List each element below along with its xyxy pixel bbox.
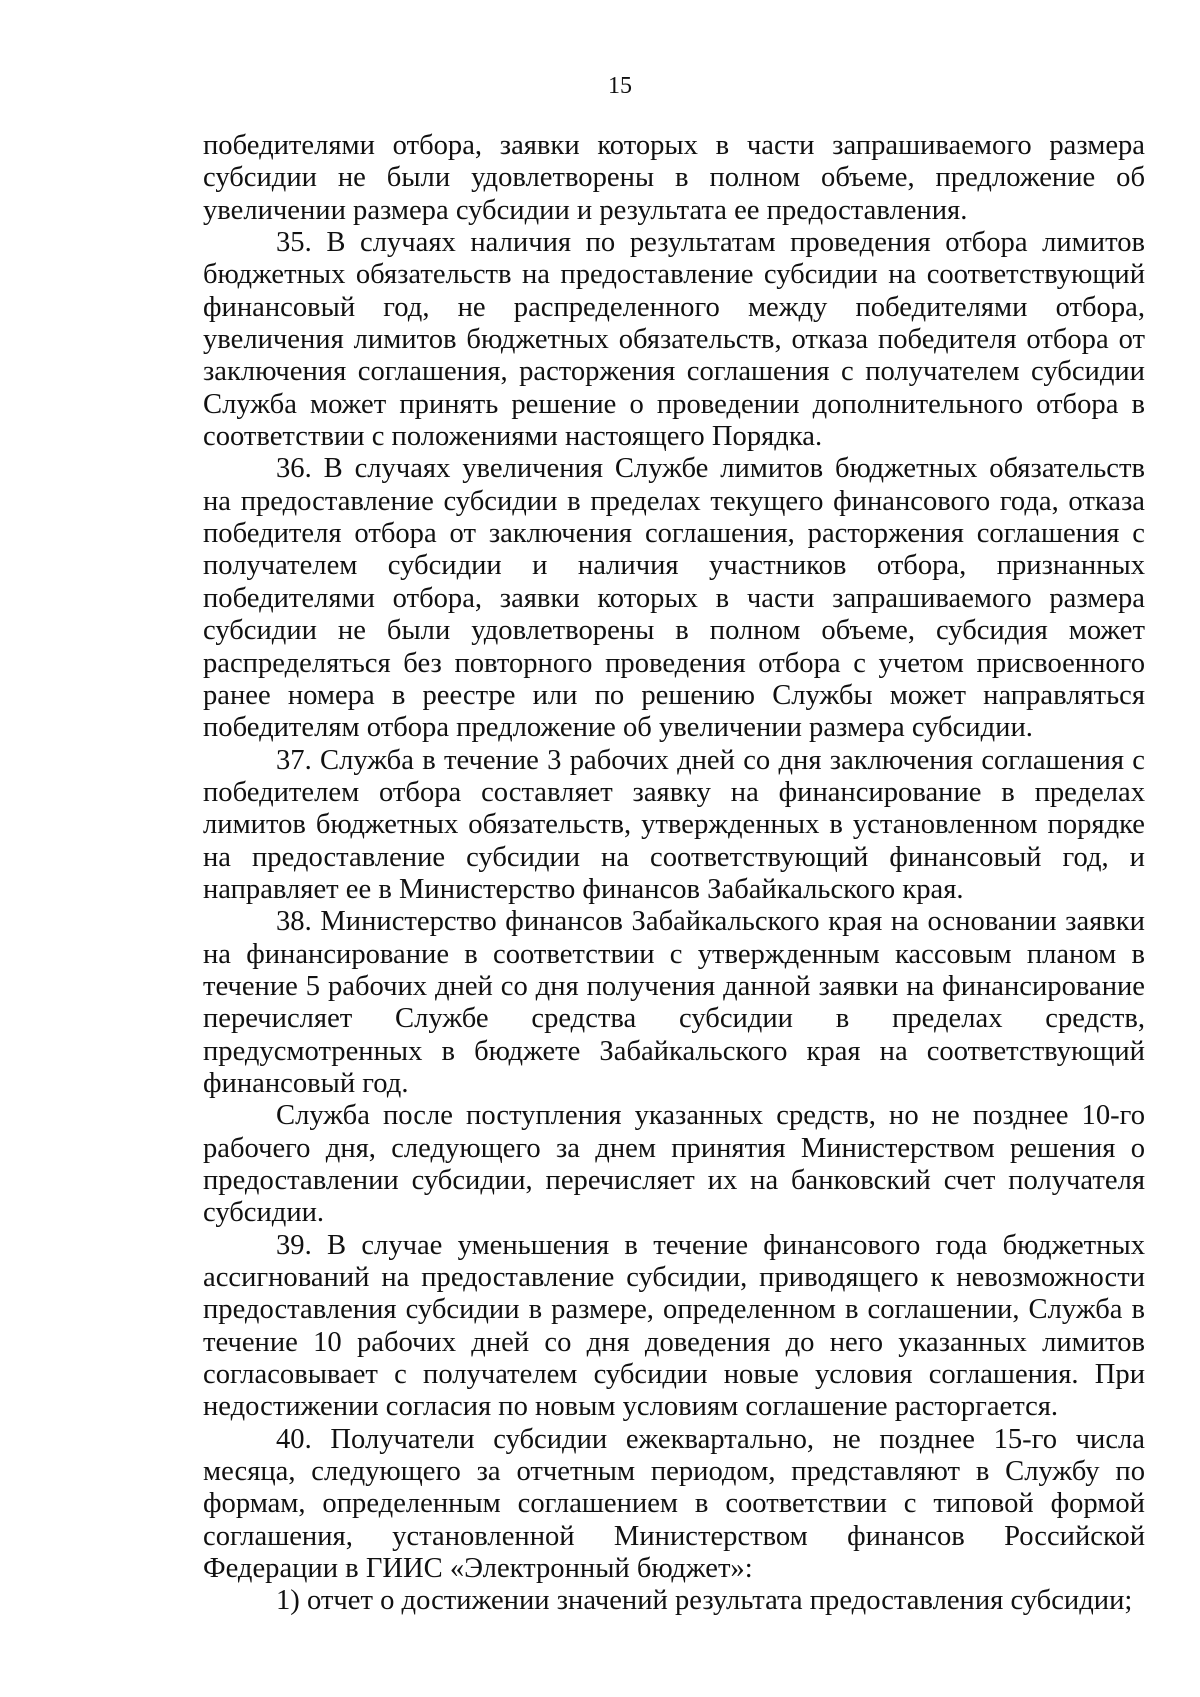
paragraph-continuation: победителями отбора, заявки которых в части запрашиваемого размера субсидии не были удовлетворены в полном объеме, предложение об увеличении размера субсидии и результата ее предоставления.: [203, 130, 1145, 226]
page-number: 15: [608, 73, 632, 99]
paragraph-40-item-1: 1) отчет о достижении значений результата предоставления субсидии;: [276, 1585, 1133, 1617]
document-body: [203, 130, 1145, 1618]
paragraph-37: 37. Служба в течение 3 рабочих дней со дня заключения соглашения с победителем отбора составляет заявку на финансирование в пределах лимитов бюджетных обязательств, утвержденных в установленном порядке на предоставление субсидии на соответствующий финансовый год, и направляет ее в Министерство финансов Забайкальского края.: [203, 744, 1145, 905]
paragraph-38: 38. Министерство финансов Забайкальского края на основании заявки на финансирование в соответствии с утвержденным кассовым планом в течение 5 рабочих дней со дня получения данной заявки на финансирование перечисляет Службе средства субсидии в пределах средств, предусмотренных в бюджете Забайкальского края на соответствующий финансовый год.: [203, 906, 1145, 1099]
paragraph-40: 40. Получатели субсидии ежеквартально, не позднее 15-го числа месяца, следующего за отчетным периодом, представляют в Службу по формам, определенным соглашением в соответствии с типовой формой соглашения, установленной Министерством финансов Российской Федерации в ГИИС «Электронный бюджет»:: [203, 1423, 1145, 1585]
paragraph-35: 35. В случаях наличия по результатам проведения отбора лимитов бюджетных обязательств на предоставление субсидии на соответствующий финансовый год, не распределенного между победителями отбора, увеличения лимитов бюджетных обязательств, отказа победителя отбора от заключения соглашения, расторжения соглашения с получателем субсидии Служба может принять решение о проведении дополнительного отбора в соответствии с положениями настоящего Порядка.: [203, 227, 1145, 453]
paragraph-39: 39. В случае уменьшения в течение финансового года бюджетных ассигнований на предоставление субсидии, приводящего к невозможности предоставления субсидии в размере, определенном в соглашении, Служба в течение 10 рабочих дней со дня доведения до него указанных лимитов согласовывает с получателем субсидии новые условия соглашения. При недостижении согласия по новым условиям соглашение расторгается.: [203, 1229, 1145, 1423]
paragraph-36: 36. В случаях увеличения Службе лимитов бюджетных обязательств на предоставление субсидии в пределах текущего финансового года, отказа победителя отбора от заключения соглашения, расторжения соглашения с получателем субсидии и наличия участников отбора, признанных победителями отбора, заявки которых в части запрашиваемого размера субсидии не были удовлетворены в полном объеме, субсидия может распределяться без повторного проведения отбора с учетом присвоенного ранее номера в реестре или по решению Службы может направляться победителям отбора предложение об увеличении размера субсидии.: [203, 453, 1145, 744]
paragraph-38-continuation: Служба после поступления указанных средств, но не позднее 10-го рабочего дня, следующего за днем принятия Министерством решения о предоставлении субсидии, перечисляет их на банковский счет получателя субсидии.: [203, 1100, 1145, 1229]
